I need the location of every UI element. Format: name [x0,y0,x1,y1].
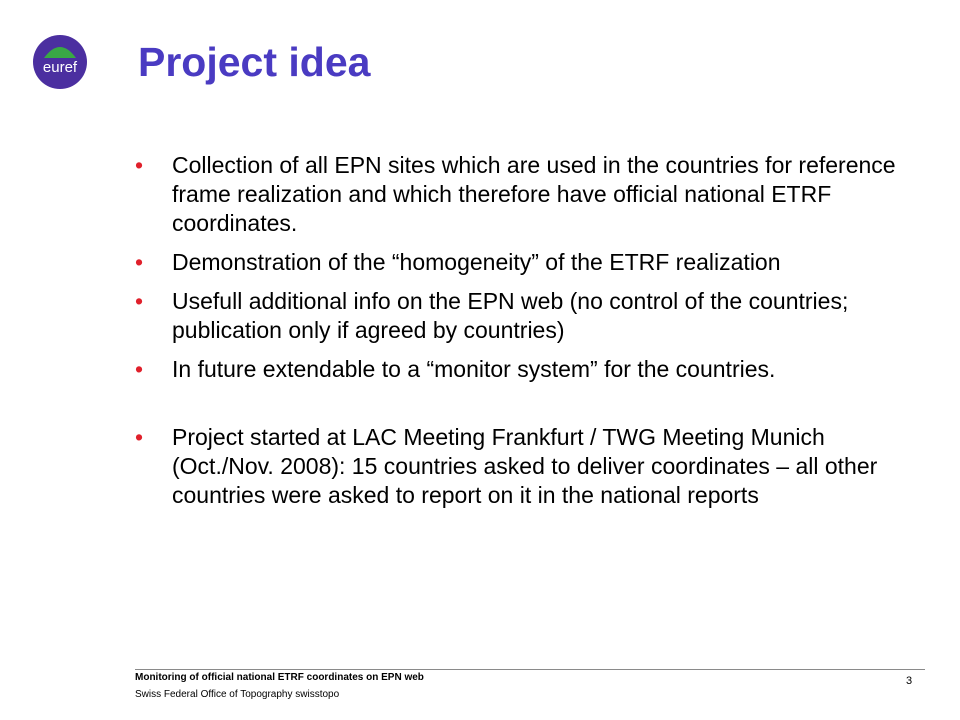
bullet-text: Usefull additional info on the EPN web (no control of the countries; publication only if agreed by countries) [172,288,849,343]
bullet-icon: • [135,152,144,178]
bullet-text: Collection of all EPN sites which are used in the countries for reference frame realization and which therefore have official national ETRF coordinates. [172,152,896,236]
bullet-item [135,423,925,510]
bullet-text: In future extendable to a “monitor system” for the countries. [172,356,776,382]
bullet-item [135,287,925,345]
footer-title: Monitoring of official national ETRF coordinates on EPN web [135,672,424,683]
bullet-item [135,355,925,384]
bullet-list [135,151,925,510]
page-number: 3 [906,675,913,687]
logo-text: euref [42,59,78,76]
bullet-text: Project started at LAC Meeting Frankfurt / TWG Meeting Munich (Oct./Nov. 2008): 15 countries asked to deliver coordinates – all other countries were asked to report on it in the national reports [172,424,878,508]
euref-logo [32,34,88,90]
bullet-item [135,248,925,277]
footer-organization: Swiss Federal Office of Topography swisstopo [135,689,340,700]
bullet-text: Demonstration of the “homogeneity” of the ETRF realization [172,249,781,275]
bullet-icon: • [135,356,144,382]
bullet-icon: • [135,424,144,450]
bullet-icon: • [135,288,144,314]
bullet-icon: • [135,249,144,275]
bullet-item [135,151,925,238]
footer-divider [135,669,925,670]
slide-title: Project idea [138,39,371,85]
